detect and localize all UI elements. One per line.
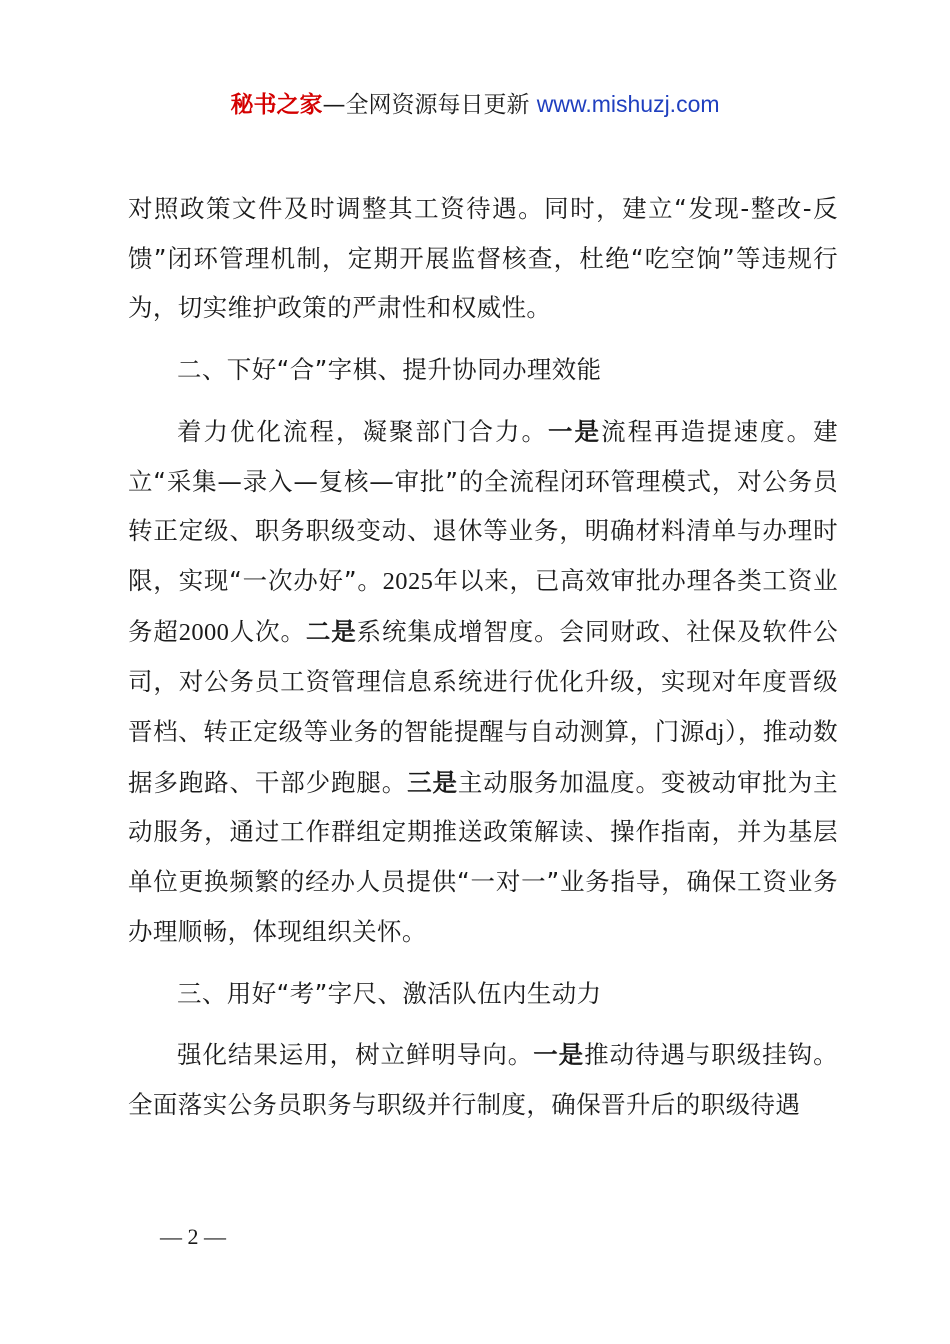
header-tagline: —全网资源每日更新	[322, 92, 537, 118]
page-header	[0, 88, 950, 121]
paragraph-section-2	[128, 407, 838, 957]
keyword-first: 一是	[533, 1040, 585, 1070]
keyword-third: 三是	[407, 767, 458, 797]
paragraph-text: 系统集成增智度。会同财政、社保及软件公司，对公务员工资管理信息系统进行优化升级，实现对年度晋级晋档、转正定级等业务的智能提醒与自动测算，门源	[128, 616, 838, 747]
paragraph-continued: 对照政策文件及时调整其工资待遇。同时，建立“发现-整改-反馈”闭环管理机制，定期开展监督核查，杜绝“吃空饷”等违规行为，切实维护政策的严肃性和权威性。	[128, 194, 838, 323]
paragraph-lead: 着力优化流程，凝聚部门合力。	[177, 416, 549, 446]
paragraph-text: ），推动数据多跑路、干部少跑腿。	[128, 717, 839, 797]
paragraph-text: 年以来，已高效审批办理各类工资业务超	[128, 565, 838, 646]
paragraph-lead: 强化结果运用，树立鲜明导向。	[177, 1040, 534, 1070]
page-number: — 2 —	[160, 1224, 226, 1249]
keyword-second: 二是	[305, 616, 357, 646]
header-url-link[interactable]: www.mishuzj.com	[536, 91, 720, 117]
paragraph-text: 流程再造提速度。建立“采集—录入—复核—审批”的全流程闭环管理模式，对公务员转正定级、职务职级变动、退休等业务，明确材料清单与办理时限，实现“一次办好”。	[128, 416, 838, 595]
paragraph-text: 主动服务加温度。变被动审批为主动服务，通过工作群组定期推送政策解读、操作指南，并为基层单位更换频繁的经办人员提供“一对一”业务指导，确保工资业务办理顺畅，体现组织关怀。	[128, 767, 838, 946]
abbr-text: dj	[704, 719, 725, 747]
paragraph-text: 人次。	[229, 616, 306, 646]
section-heading-3: 三、用好“考”字尺、激活队伍内生动力	[177, 978, 602, 1008]
section-heading-2: 二、下好“合”字棋、提升协同办理效能	[177, 355, 602, 385]
brand-name: 秘书之家	[230, 92, 323, 118]
paragraph-section-3	[128, 1030, 838, 1129]
paragraph-text: 推动待遇与职级挂钩。全面落实公务员职务与职级并行制度，确保晋升后的职级待遇	[128, 1040, 838, 1119]
year-number: 2025	[382, 567, 434, 595]
keyword-first: 一是	[548, 416, 602, 446]
count-number: 2000	[178, 618, 230, 646]
document-body	[128, 184, 838, 1130]
